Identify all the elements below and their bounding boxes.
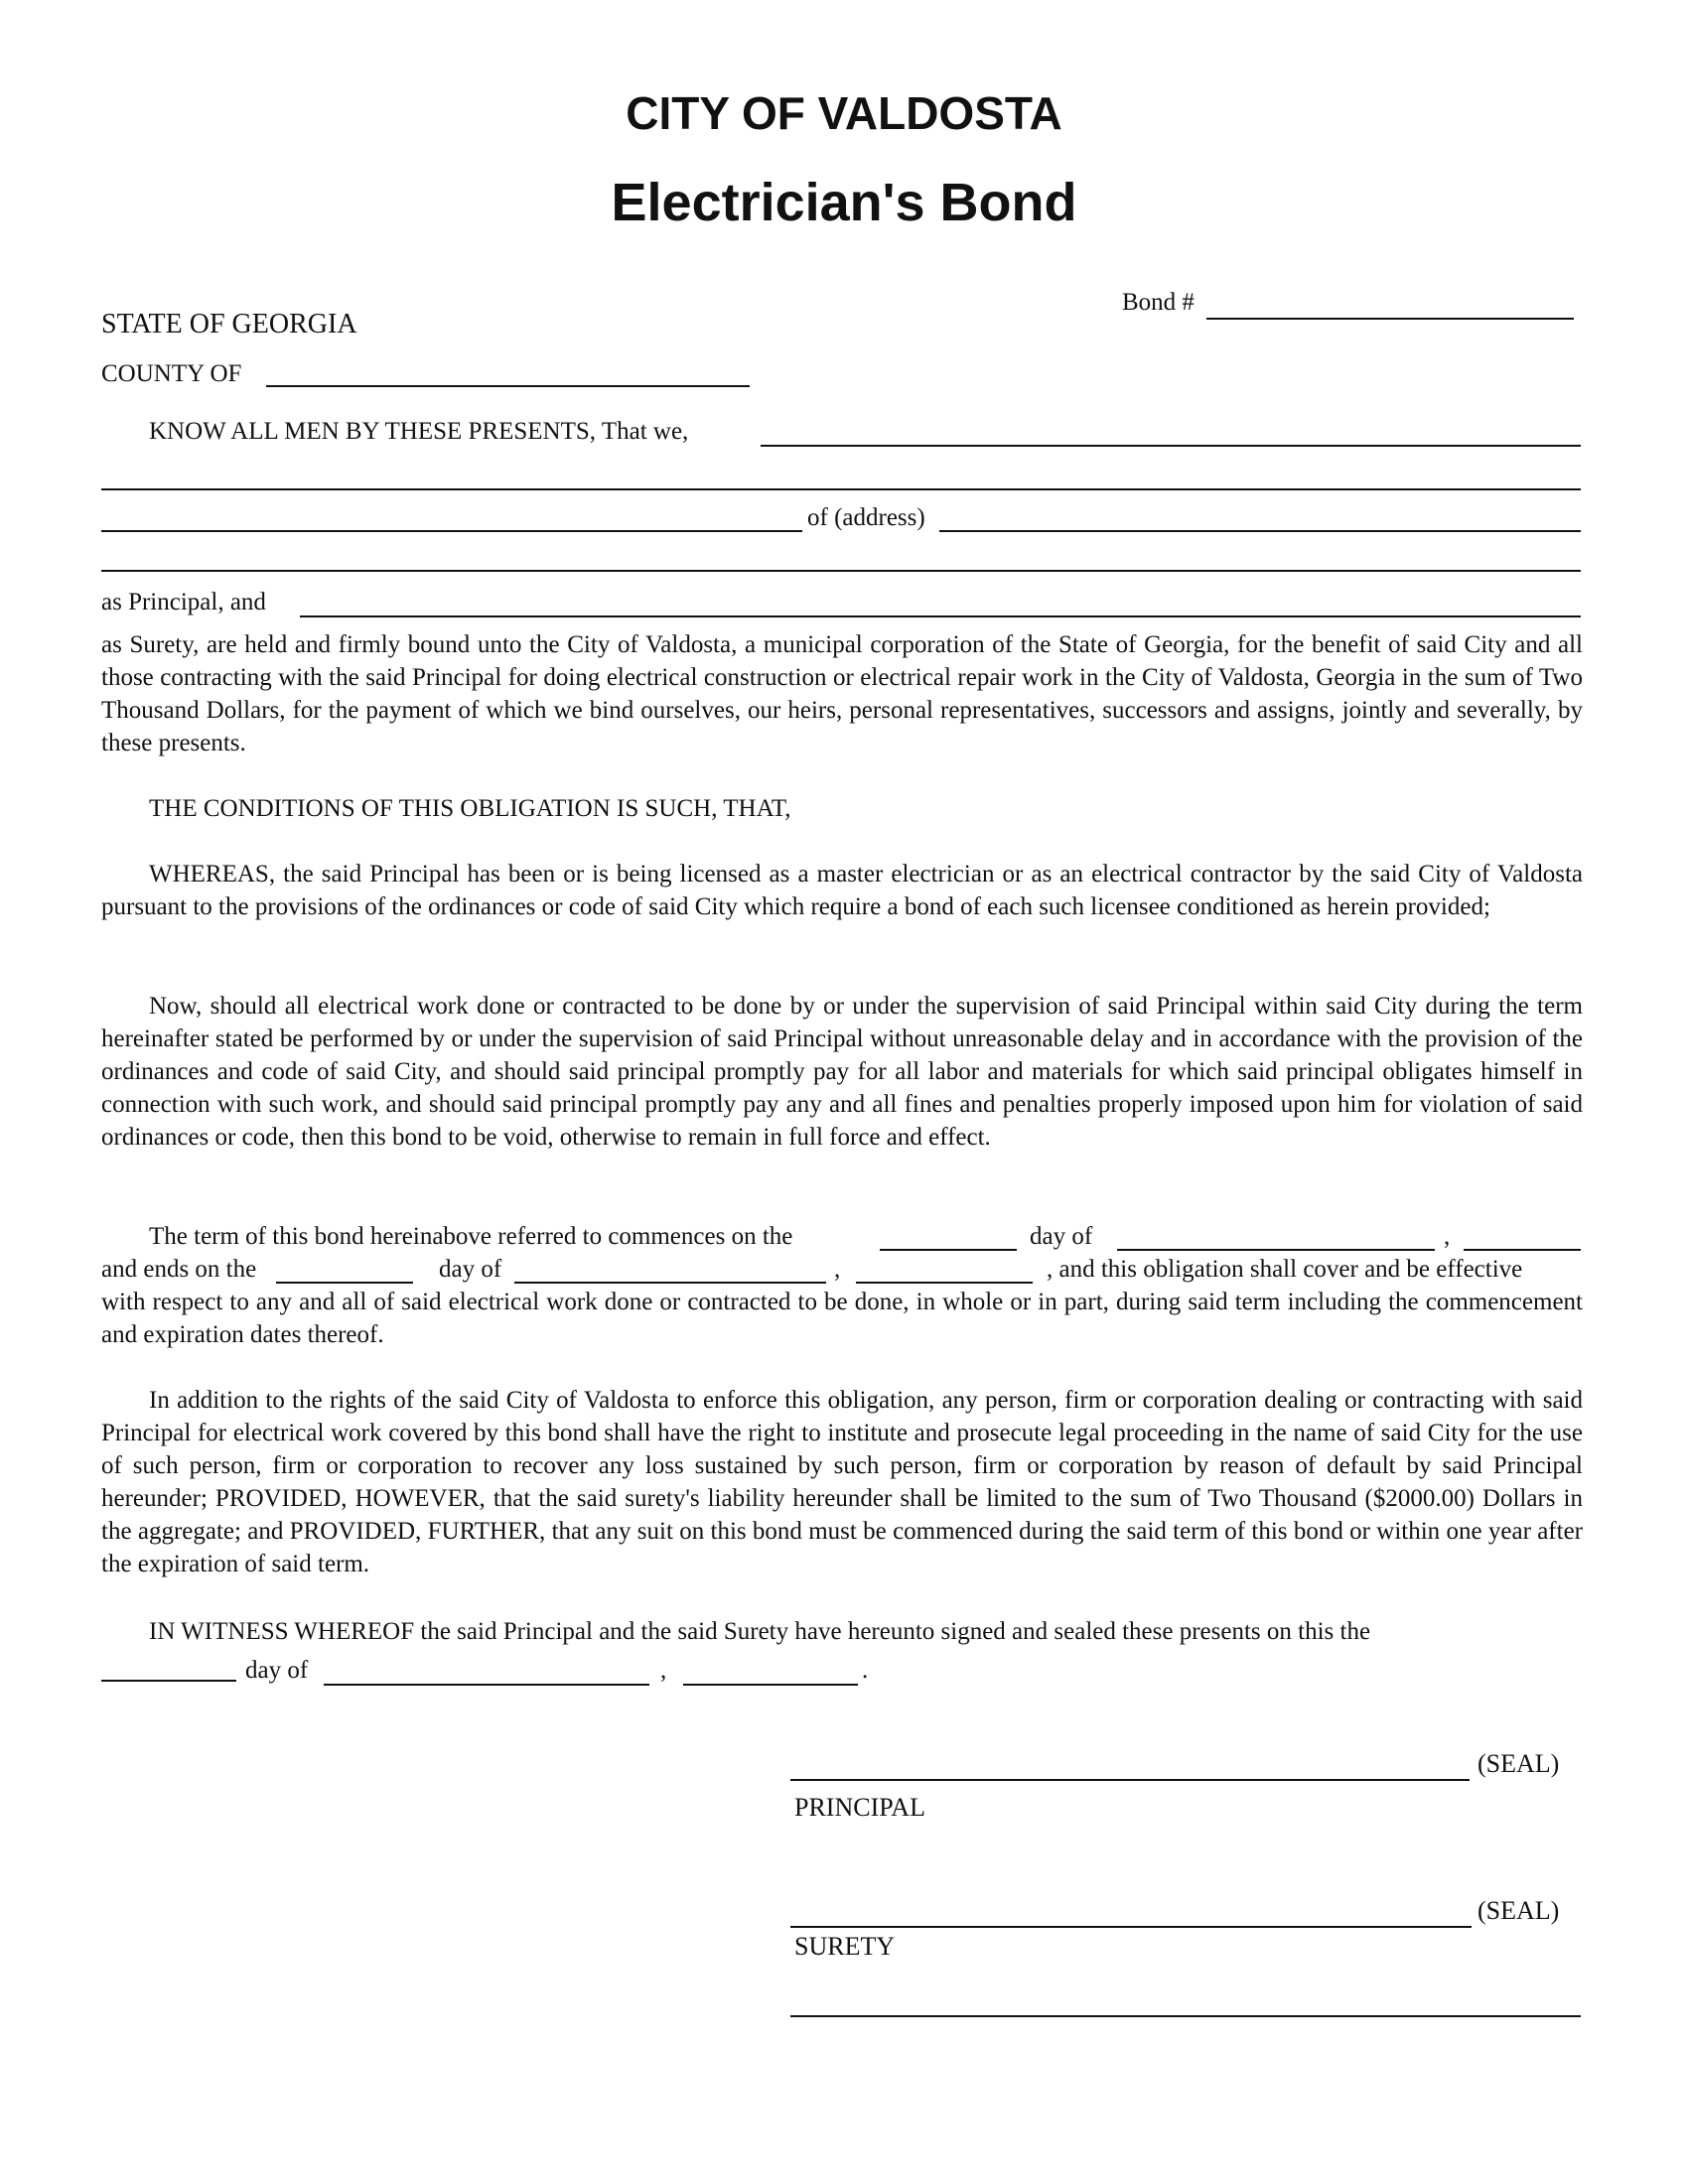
addition-paragraph: In addition to the rights of the said City of Valdosta to enforce this obligation, any person, firm or corporation dealing or contracting with said Principal for electrical work covered by this bond shall have the right to institute and prosecute legal proceeding in the name of said City for the use of such person, firm or corporation to recover any loss sustained by such person, firm or corporation by reason of default by said Principal hereunder; PROVIDED, HOWEVER, that the said surety's liability hereunder shall be limited to the sum of Two Thousand ($2000.00) Dollars in the aggregate; and PROVIDED, FURTHER, that any suit on this bond must be commenced during the said term of this bond or within one year after the expiration of said term. bbox=[101, 1387, 1583, 1577]
surety-paragraph: as Surety, are held and firmly bound unto the City of Valdosta, a municipal corporation of the State of Georgia, for the benefit of said City and all those contracting with the said Principal for doing electrical construction or electrical repair work in the City of Valdosta, Georgia in the sum of Two Thousand Dollars, for the payment of which we bind ourselves, our heirs, personal representatives, successors and assigns, jointly and severally, by these presents. bbox=[101, 631, 1583, 756]
surety-seal: (SEAL) bbox=[1477, 1896, 1560, 1925]
surety-signature-field[interactable] bbox=[790, 1900, 1472, 1928]
county-field[interactable] bbox=[266, 359, 750, 387]
term-line2-end: , and this obligation shall cover and be effective bbox=[1047, 1256, 1523, 1283]
term-line2-text: and ends on the bbox=[101, 1256, 257, 1283]
principal-name-field-3[interactable] bbox=[101, 504, 802, 532]
term-start-comma: , bbox=[1444, 1223, 1451, 1250]
term-start-year-field[interactable] bbox=[1464, 1223, 1581, 1251]
address-field[interactable] bbox=[939, 504, 1581, 532]
witness-text: IN WITNESS WHEREOF the said Principal and the said Surety have hereunto signed and sealed these presents on this the bbox=[149, 1618, 1371, 1645]
state-line: STATE OF GEORGIA bbox=[101, 309, 357, 340]
surety-extra-line[interactable] bbox=[790, 1989, 1581, 2017]
term-end-day-field[interactable] bbox=[276, 1256, 413, 1284]
witness-month-field[interactable] bbox=[324, 1658, 649, 1686]
now-paragraph: Now, should all electrical work done or contracted to be done by or under the supervision of said Principal within said City during the term hereinafter stated be performed by or under the supervision of said Principal without unreasonable delay and in accordance with the provision of the ordinances and code of said City, and should said principal promptly pay for all labor and materials for which said principal obligates himself in connection with such work, and should said principal promptly pay any and all fines and penalties properly imposed upon him for violation of said ordinances or code, then this bond to be void, otherwise to remain in full force and effect. bbox=[101, 993, 1583, 1151]
witness-day-of: day of bbox=[245, 1657, 309, 1684]
term-start-day-field[interactable] bbox=[880, 1223, 1017, 1251]
principal-signature-label: PRINCIPAL bbox=[794, 1793, 925, 1822]
witness-period: . bbox=[862, 1657, 869, 1684]
address-field-2[interactable] bbox=[101, 544, 1581, 572]
witness-day-field[interactable] bbox=[101, 1654, 236, 1682]
address-label: of (address) bbox=[807, 504, 925, 531]
principal-signature-field[interactable] bbox=[790, 1753, 1470, 1781]
county-label: COUNTY OF bbox=[101, 360, 242, 387]
principal-seal: (SEAL) bbox=[1477, 1749, 1560, 1778]
bond-number-field[interactable] bbox=[1206, 292, 1574, 320]
witness-comma: , bbox=[660, 1657, 667, 1684]
form-title: Electrician's Bond bbox=[611, 173, 1077, 232]
term-start-month-field[interactable] bbox=[1117, 1223, 1435, 1251]
term-line3: with respect to any and all of said electrical work done or contracted to be done, in whole or in part, during said term including the commencement and expiration dates thereof. bbox=[101, 1289, 1583, 1348]
principal-name-field[interactable] bbox=[761, 419, 1581, 447]
bond-number-label: Bond # bbox=[1122, 289, 1195, 316]
principal-name-field-2[interactable] bbox=[101, 463, 1581, 490]
whereas-paragraph: WHEREAS, the said Principal has been or is being licensed as a master electrician or as an electrical contractor by the said City of Valdosta pursuant to the provisions of the ordinances or code of said City which require a bond of each such licensee conditioned as herein provided; bbox=[101, 861, 1583, 920]
witness-year-field[interactable] bbox=[683, 1658, 858, 1686]
term-line1-text: The term of this bond hereinabove referred to commences on the bbox=[149, 1223, 793, 1250]
term-end-day-of: day of bbox=[439, 1256, 502, 1283]
surety-name-field[interactable] bbox=[300, 590, 1581, 617]
term-start-day-of: day of bbox=[1030, 1223, 1093, 1250]
term-end-comma: , bbox=[834, 1256, 841, 1283]
conditions-heading: THE CONDITIONS OF THIS OBLIGATION IS SUCH, THAT, bbox=[149, 795, 791, 822]
term-end-year-field[interactable] bbox=[856, 1256, 1033, 1284]
presents-intro: KNOW ALL MEN BY THESE PRESENTS, That we, bbox=[149, 418, 689, 445]
surety-signature-label: SURETY bbox=[794, 1932, 896, 1961]
city-heading: CITY OF VALDOSTA bbox=[626, 87, 1062, 139]
principal-label: as Principal, and bbox=[101, 589, 266, 615]
term-end-month-field[interactable] bbox=[514, 1256, 826, 1284]
